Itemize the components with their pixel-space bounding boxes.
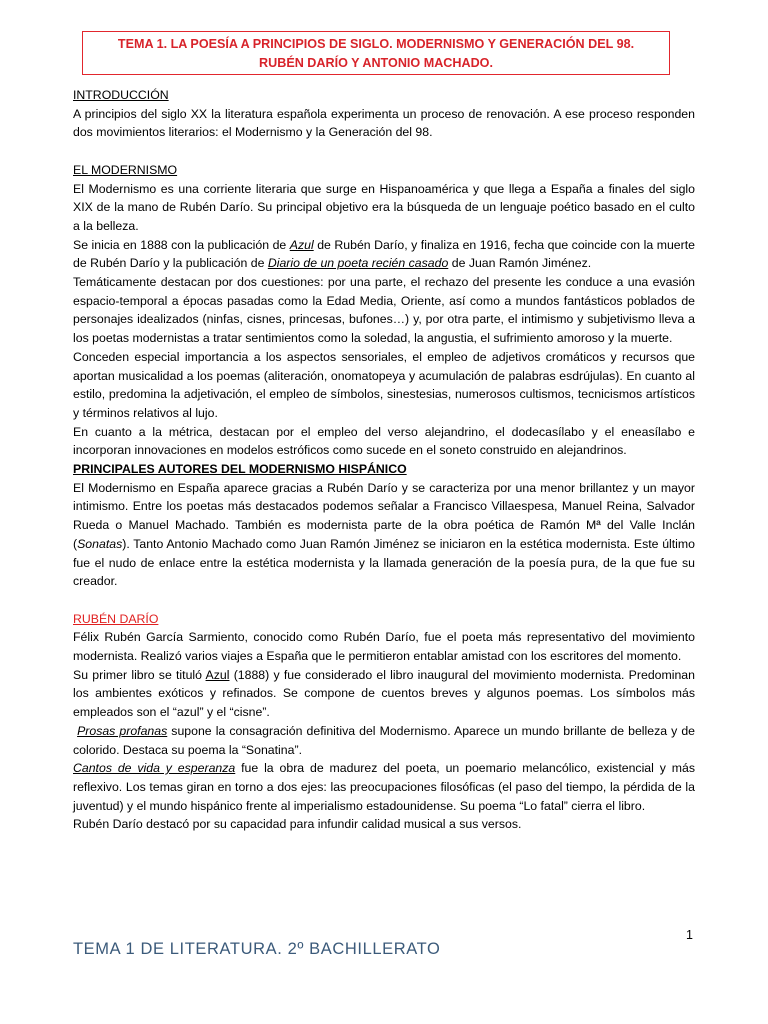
title-box (82, 31, 670, 75)
footer-title: TEMA 1 DE LITERATURA. 2º BACHILLERATO (73, 940, 441, 958)
heading-modernismo: EL MODERNISMO (73, 162, 178, 177)
modernismo-paragraph-3: Temáticamente destacan por dos cuestiones: por una parte, el rechazo del presente les conduce a una evasión espacio-temporal a épocas pasadas como la Edad Media, Oriente, así como a mundos fantásticos poblados de personajes idealizados (ninfas, cisnes, princesas, bufones…) y, por otra parte, el intimismo y subjetivismo lleva a los poetas modernistas a tratar sentimientos como la soledad, la angustia, el sufrimiento amoroso y la muerte. (73, 275, 695, 346)
modernismo-paragraph-5: En cuanto a la métrica, destacan por el empleo del verso alejandrino, el dodecasílabo y el eneasílabo e incorporan innovaciones en modelos estróficos como sucede en el soneto construido en alejandrinos. (73, 424, 695, 458)
book-title-cantos: Cantos de vida y esperanza (73, 761, 236, 776)
heading-autores: PRINCIPALES AUTORES DEL MODERNISMO HISPÁNICO (73, 462, 407, 477)
modernismo-paragraph-2: Se inicia en 1888 con la publicación de Azul de Rubén Darío, y finaliza en 1916, fecha que coincide con la muerte de Rubén Darío y la publicación de Diario de un poeta recién casado de Juan Ramón Jiménez. (73, 237, 695, 271)
page-number: 1 (686, 928, 693, 942)
book-title-azul: Azul (289, 237, 314, 252)
book-title-azul-2: Azul (205, 667, 230, 682)
heading-ruben-dario: RUBÉN DARÍO (73, 611, 159, 626)
book-title-prosas: Prosas profanas (77, 723, 168, 738)
heading-introduccion: INTRODUCCIÓN (73, 88, 169, 102)
dario-paragraph-3: Prosas profanas supone la consagración definitiva del Modernismo. Aparece un mundo brillante de belleza y de colorido. Destaca su poema la “Sonatina”. (73, 723, 696, 757)
dario-paragraph-2: Su primer libro se tituló Azul (1888) y fue considerado el libro inaugural del movimiento modernista. Predominan los ambientes exóticos y refinados. Se compone de cuentos breves y algunos poemas. Los símbolos más empleados son el “azul” y el “cisne”. (73, 667, 695, 720)
document-body (73, 86, 695, 834)
book-title-diario: Diario de un poeta recién casado (267, 256, 449, 271)
intro-paragraph: A principios del siglo XX la literatura española experimenta un proceso de renovación. A ese proceso responden dos movimientos literarios: el Modernismo y la Generación del 98. (73, 106, 695, 140)
modernismo-paragraph-1: El Modernismo es una corriente literaria que surge en Hispanoamérica y que llega a España a finales del siglo XIX de la mano de Rubén Darío. Su principal objetivo era la búsqueda de un lenguaje poético basado en el culto a la belleza. (73, 181, 695, 233)
title-line-2: RUBÉN DARÍO Y ANTONIO MACHADO. (259, 56, 493, 70)
title-line-1: TEMA 1. LA POESÍA A PRINCIPIOS DE SIGLO. MODERNISMO Y GENERACIÓN DEL 98. (117, 37, 635, 51)
dario-paragraph-4: Cantos de vida y esperanza fue la obra de madurez del poeta, un poemario melancólico, existencial y más reflexivo. Los temas giran en torno a dos ejes: las preocupaciones filosóficas (el paso del tiempo, la pérdida de la juventud) y el mundo hispánico frente al imperialismo estadounidense. Su poema “Lo fatal” cierra el libro. (73, 761, 695, 813)
book-title-sonatas: Sonatas (77, 536, 123, 551)
autores-paragraph: El Modernismo en España aparece gracias a Rubén Darío y se caracteriza por una menor brillantez y un mayor intimismo. Entre los poetas más destacados podemos señalar a Francisco Villaespesa, Manuel Reina, Salvador Rueda o Manuel Machado. También es modernista parte de la obra poética de Ramón Mª del Valle Inclán (Sonatas). Tanto Antonio Machado como Juan Ramón Jiménez se iniciaron en la estética modernista. Este último fue el nudo de enlace entre la estética modernista y la llamada generación de la poesía pura, de la que fue su creador. (73, 480, 695, 589)
modernismo-paragraph-4: Conceden especial importancia a los aspectos sensoriales, el empleo de adjetivos cromáticos y recursos que aportan musicalidad a los poemas (aliteración, onomatopeya y acumulación de palabras esdrújulas). En cuanto al estilo, predomina la adjetivación, el empleo de símbolos, sinestesias, numerosos cultismos, tecnicismos artísticos y términos relativos al lujo. (73, 349, 695, 420)
dario-paragraph-1: Félix Rubén García Sarmiento, conocido como Rubén Darío, fue el poeta más representativo del movimiento modernista. Realizó varios viajes a España que le permitieron entablar amistad con los escritores del momento. (73, 630, 695, 664)
dario-paragraph-5: Rubén Darío destacó por su capacidad para infundir calidad musical a sus versos. (73, 817, 522, 832)
